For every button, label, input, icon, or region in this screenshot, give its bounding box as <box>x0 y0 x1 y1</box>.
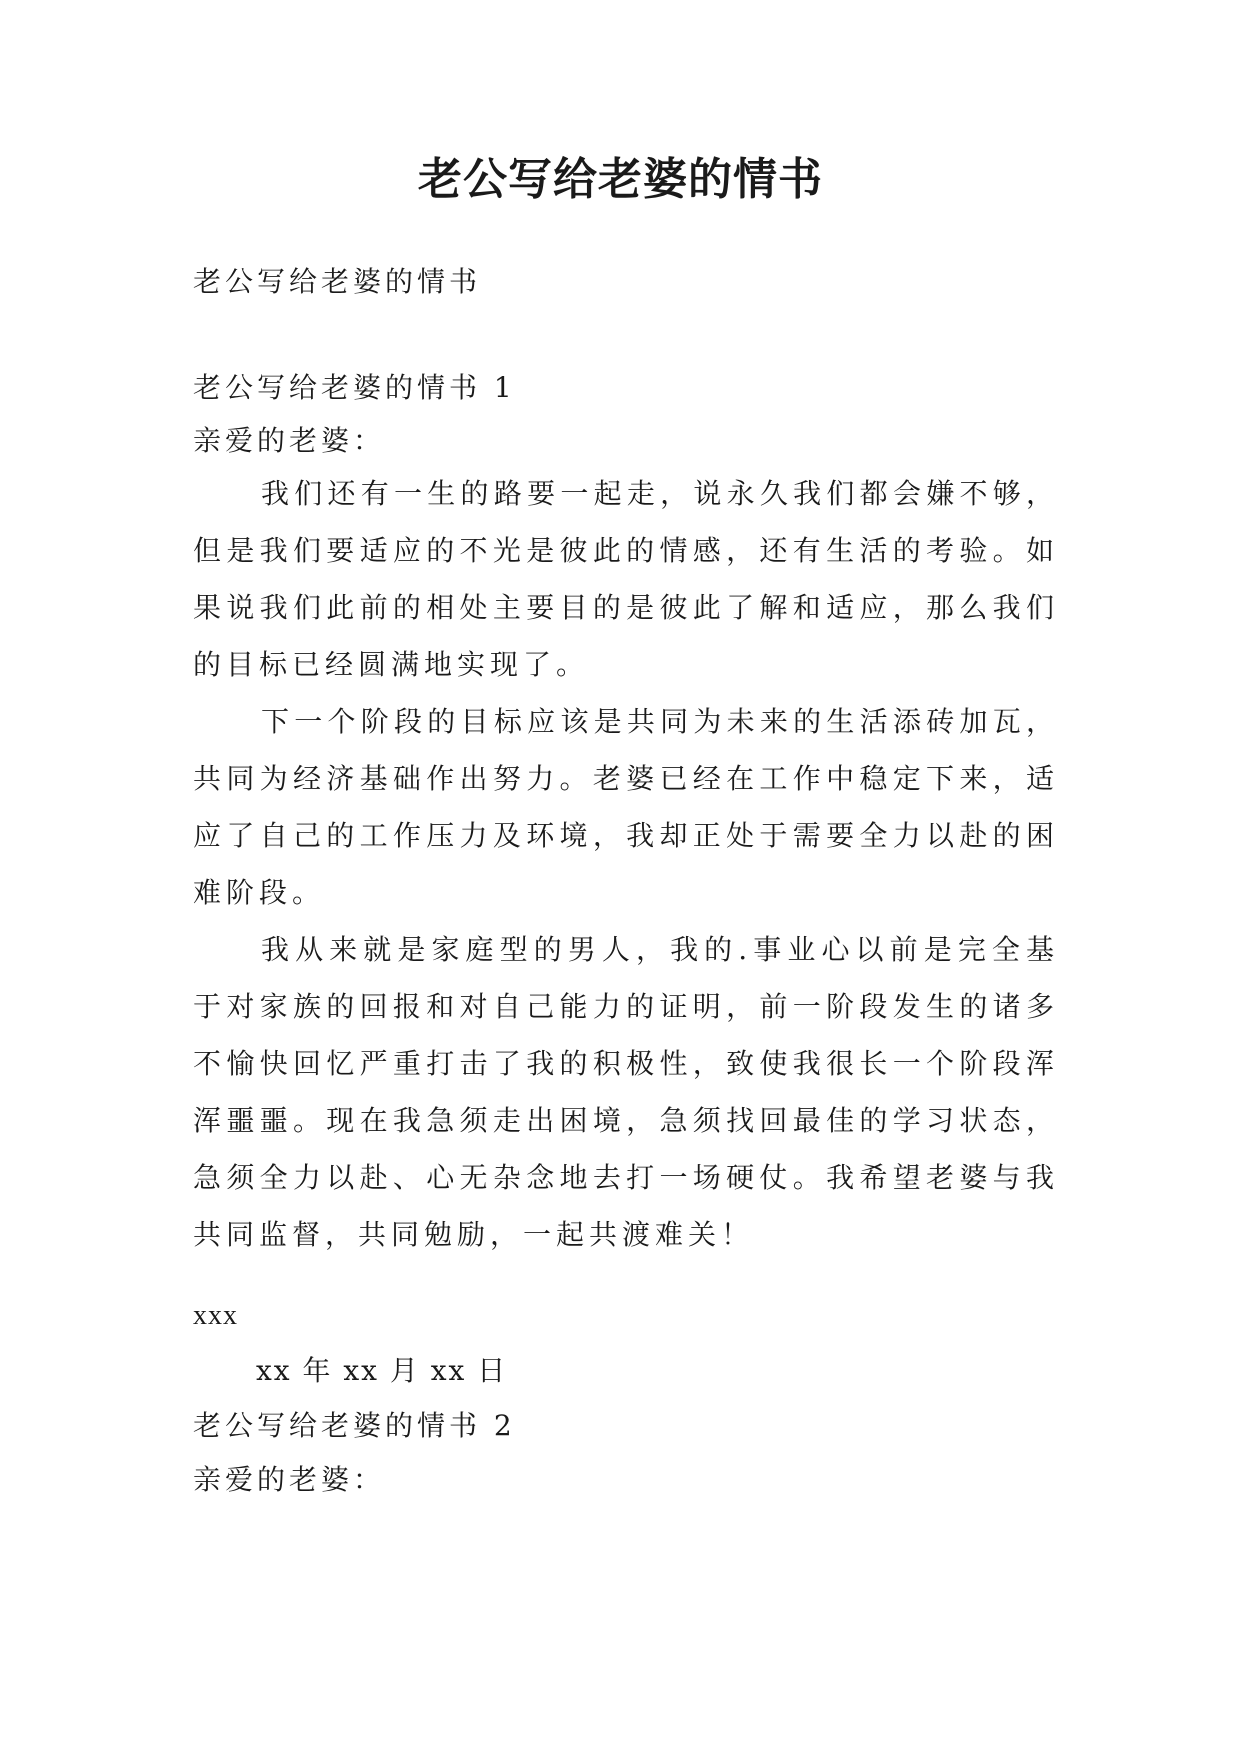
letter1-greeting: 亲爱的老婆： <box>193 424 386 457</box>
letter2-heading: 老公写给老婆的情书 2 <box>193 1409 516 1442</box>
letter1-signature: xxx <box>193 1300 238 1331</box>
document-title: 老公写给老婆的情书 <box>418 154 823 205</box>
letter1-paragraph-3: 我从来就是家庭型的男人，我的.事业心以前是完全基于对家族的回报和对自己能力的证明，前一阶段发生的诸多不愉快回忆严重打击了我的积极性，致使我很长一个阶段浑浑噩噩。现在我急须走出困境，急须找回最佳的学习状态，急须全力以赴、心无杂念地去打一场硬仗。我希望老婆与我共同监督，共同勉励，一起共渡难关！ <box>193 933 1059 1251</box>
letter1-date: xx 年 xx 月 xx 日 <box>256 1354 508 1387</box>
letter1-paragraph-1: 我们还有一生的路要一起走，说永久我们都会嫌不够，但是我们要适应的不光是彼此的情感，还有生活的考验。如果说我们此前的相处主要目的是彼此了解和适应，那么我们的目标已经圆满地实现了。 <box>193 477 1059 681</box>
letter1-heading: 老公写给老婆的情书 1 <box>193 371 516 404</box>
letter2-greeting: 亲爱的老婆： <box>193 1463 386 1496</box>
document-subtitle: 老公写给老婆的情书 <box>193 265 482 298</box>
letter1-paragraph-2: 下一个阶段的目标应该是共同为未来的生活添砖加瓦，共同为经济基础作出努力。老婆已经在工作中稳定下来，适应了自己的工作压力及环境，我却正处于需要全力以赴的困难阶段。 <box>193 705 1059 909</box>
